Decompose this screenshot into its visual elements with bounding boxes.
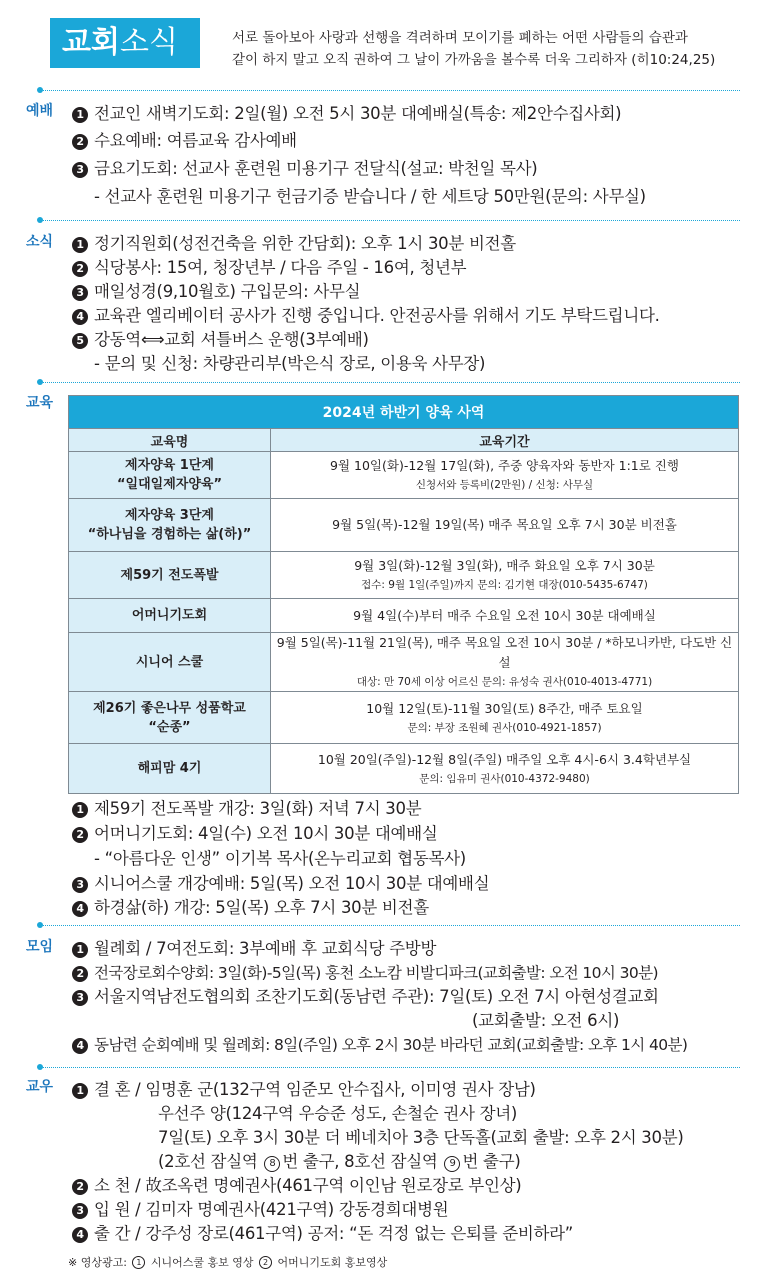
list-item: 우선주 양(124구역 우승준 성도, 손철순 권사 장녀): [158, 1104, 517, 1123]
table-title: 2024년 하반기 양육 사역: [69, 396, 739, 429]
list-item: 3 서울지역남전도협의회 조찬기도회(동남련 주관): 7일(토) 오전 7시 아현성결교회: [72, 986, 659, 1008]
verse-line-1: 서로 돌아보아 사랑과 선행을 격려하며 모이기를 폐하는 어떤 사람들의 습관과: [232, 30, 688, 46]
divider-dot: [37, 922, 43, 928]
divider: [40, 925, 740, 926]
list-item: 4 출 간 / 강주성 장로(461구역) 공저: “돈 걱정 없는 은퇴를 준비하라”: [72, 1223, 573, 1245]
table-row: 제자양육 3단계 “하나님을 경험하는 삶(하)” 9월 5일(목)-12월 19일(목) 매주 목요일 오후 7시 30분 비전홀: [69, 499, 739, 552]
divider: [40, 382, 740, 383]
list-item: - 문의 및 신청: 차량관리부(박은식 장로, 이용욱 사무장): [94, 354, 486, 373]
divider: [40, 220, 740, 221]
column-header-period: 교육기간: [271, 429, 739, 452]
list-item: 5 강동역⟺교회 셔틀버스 운행(3부예배): [72, 329, 369, 351]
divider-dot: [37, 1064, 43, 1070]
divider: [40, 1067, 740, 1068]
column-header-name: 교육명: [69, 429, 271, 452]
list-item: 3 매일성경(9,10월호) 구입문의: 사무실: [72, 281, 360, 303]
list-item: 3 입 원 / 김미자 명예권사(421구역) 강동경희대병원: [72, 1199, 448, 1221]
list-item: - “아름다운 인생” 이기복 목사(온누리교회 협동목사): [94, 849, 466, 868]
divider-dot: [37, 379, 43, 385]
list-item: 2 식당봉사: 15여, 청장년부 / 다음 주일 - 16여, 청년부: [72, 257, 466, 279]
list-item: - 선교사 훈련원 미용기구 헌금기증 받습니다 / 한 세트당 50만원(문의: 사무실): [94, 187, 646, 206]
section-label-education: 교육: [26, 395, 54, 411]
list-item: 4 교육관 엘리베이터 공사가 진행 중입니다. 안전공사를 위해서 기도 부탁드립니다.: [72, 305, 660, 327]
footnote: ※ 영상광고: 1 시니어스쿨 홍보 영상 2 어머니기도회 홍보영상: [68, 1256, 388, 1269]
verse-line-2: 같이 하지 말고 오직 권하여 그 날이 가까움을 볼수록 더욱 그리하자 (히10:24,25): [232, 52, 716, 68]
section-label-news: 소식: [26, 234, 54, 250]
table-row: 제59기 전도폭발 9월 3일(화)-12월 3일(화), 매주 화요일 오후 7시 30분 접수: 9월 1일(주일)까지 문의: 김기현 대장(010-5435-6747): [69, 552, 739, 599]
list-item: 2 소 천 / 故조옥련 명예권사(461구역 이인남 원로장로 부인상): [72, 1175, 521, 1197]
section-label-fellowship: 교우: [26, 1079, 54, 1095]
education-table: [68, 395, 739, 794]
list-item: 2 어머니기도회: 4일(수) 오전 10시 30분 대예배실: [72, 823, 437, 845]
divider-dot: [37, 217, 43, 223]
list-item: 1 전교인 새벽기도회: 2일(월) 오전 5시 30분 대예배실(특송: 제2안수집사회): [72, 103, 621, 125]
list-item: (교회출발: 오전 6시): [472, 1011, 620, 1030]
table-row: 해피맘 4기 10월 20일(주일)-12월 8일(주일) 매주일 오후 4시-6시 3.4학년부실 문의: 임유미 권사(010-4372-9480): [69, 744, 739, 794]
list-item: 1 결 혼 / 임명훈 군(132구역 임준모 안수집사, 이미영 권사 장남): [72, 1079, 536, 1101]
table-row: 제자양육 1단계 “일대일제자양육” 9월 10일(화)-12월 17일(화), 주중 양육자와 동반자 1:1로 진행 신청서와 등록비(2만원) / 신청: 사무실: [69, 452, 739, 499]
list-item: 3 금요기도회: 선교사 훈련원 미용기구 전달식(설교: 박천일 목사): [72, 158, 537, 180]
table-row: 시니어 스쿨 9월 5일(목)-11월 21일(목), 매주 목요일 오전 10시 30분 / *하모니카반, 다도반 신설 대상: 만 70세 이상 어르신 문의: 유성숙 권사(010-4013-4771): [69, 633, 739, 692]
list-item: 1 월례회 / 7여전도회: 3부예배 후 교회식당 주방방: [72, 938, 436, 960]
list-item: 2 전국장로회수양회: 3일(화)-5일(목) 홍천 소노캄 비발디파크(교회출발: 오전 10시 30분): [72, 962, 658, 984]
section-label-gathering: 모임: [26, 939, 54, 955]
divider: [40, 90, 740, 91]
divider-dot: [37, 87, 43, 93]
page-title: 교회소식: [62, 25, 178, 60]
list-item: 7일(토) 오후 3시 30분 더 베네치아 3층 단독홀(교회 출발: 오후 2시 30분): [158, 1128, 684, 1147]
list-item: 2 수요예배: 여름교육 감사예배: [72, 130, 297, 152]
list-item: 4 동남련 순회예배 및 월례회: 8일(주일) 오후 2시 30분 바라던 교회(교회출발: 오후 1시 40분): [72, 1034, 687, 1056]
table-row: 어머니기도회 9월 4일(수)부터 매주 수요일 오전 10시 30분 대예배실: [69, 599, 739, 633]
list-item: 3 시니어스쿨 개강예배: 5일(목) 오전 10시 30분 대예배실: [72, 873, 489, 895]
list-item: 1 제59기 전도폭발 개강: 3일(화) 저녁 7시 30분: [72, 798, 421, 820]
table-row: 제26기 좋은나무 성품학교 “순종” 10월 12일(토)-11월 30일(토) 8주간, 매주 토요일 문의: 부장 조원혜 권사(010-4921-1857): [69, 692, 739, 744]
list-item: 1 정기직원회(성전건축을 위한 간담회): 오후 1시 30분 비전홀: [72, 233, 516, 255]
section-label-worship: 예배: [26, 103, 54, 119]
list-item: (2호선 잠실역 8 번 출구, 8호선 잠실역 9 번 출구): [158, 1152, 521, 1171]
list-item: 4 하경삶(하) 개강: 5일(목) 오후 7시 30분 비전홀: [72, 897, 429, 919]
